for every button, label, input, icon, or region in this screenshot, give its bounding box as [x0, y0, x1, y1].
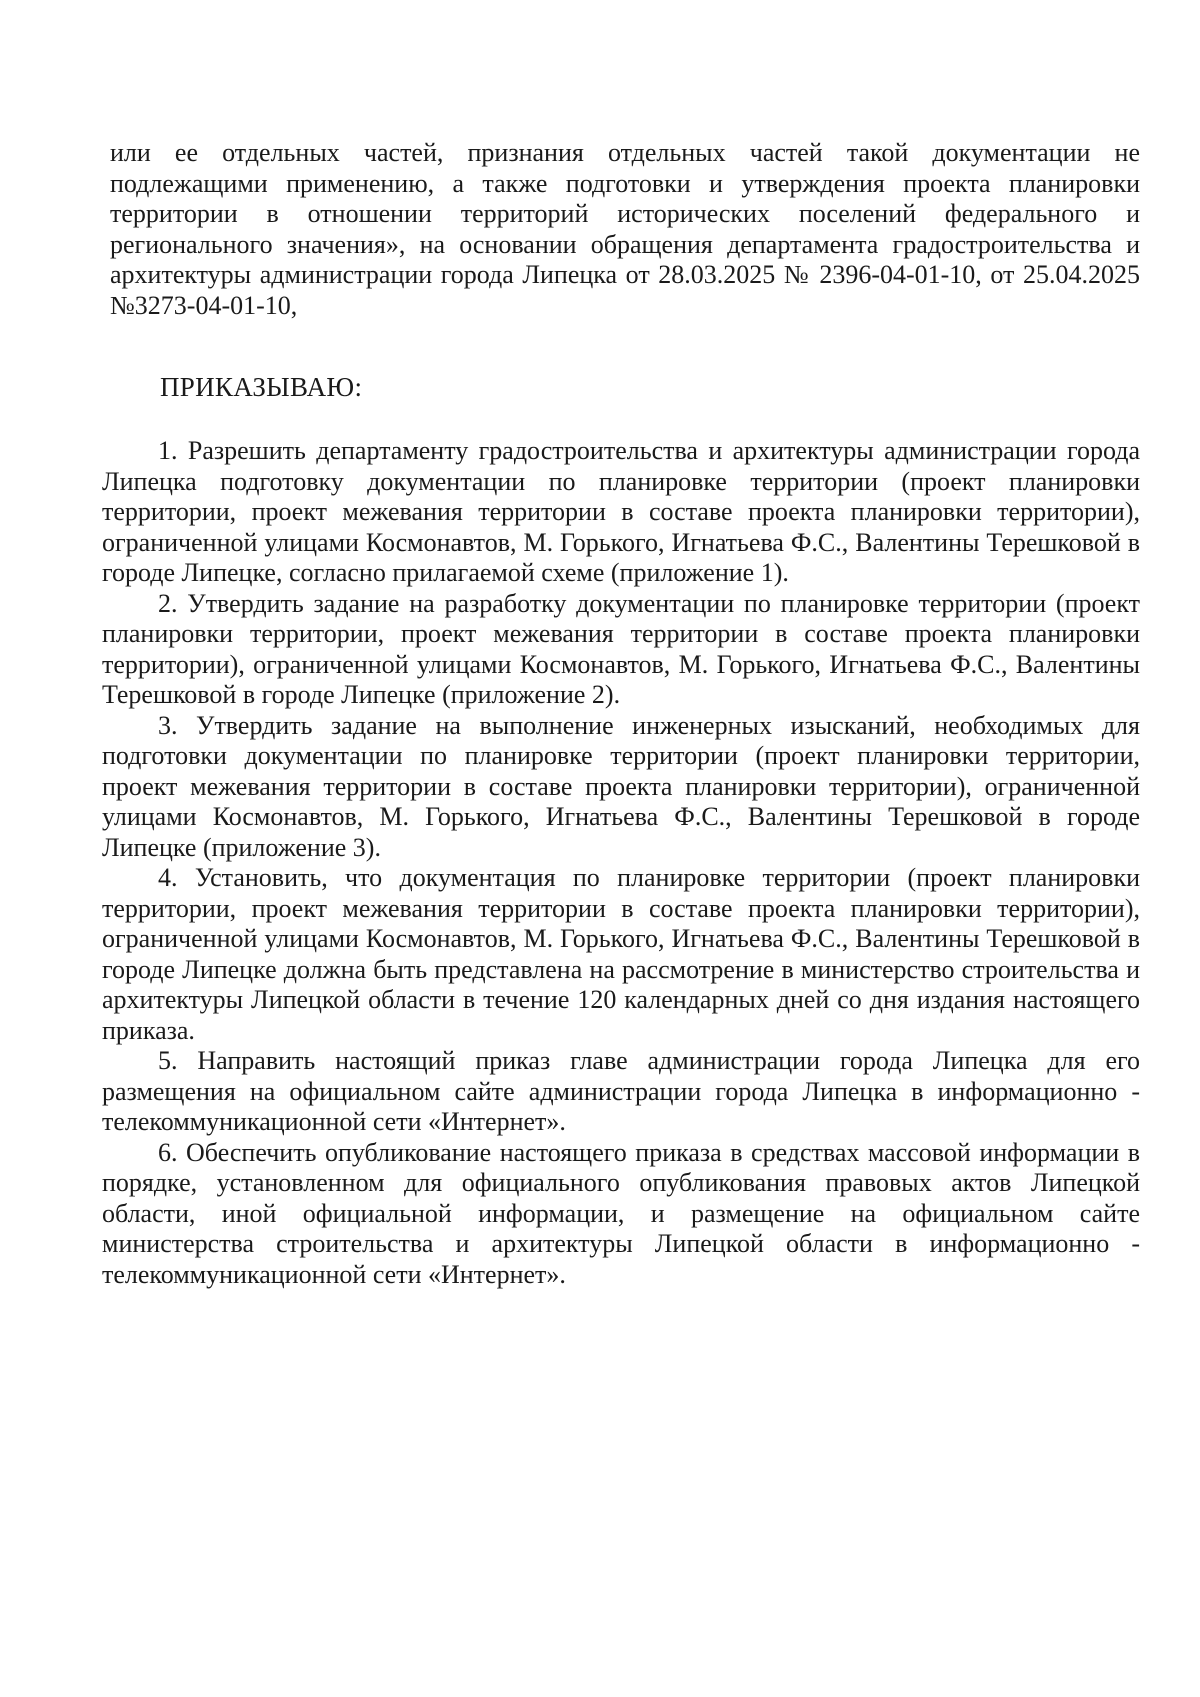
order-item-3: 3. Утвердить задание на выполнение инженерных изысканий, необходимых для подготовки документации по планировке территории (проект планировки территории, проект межевания территории в составе проекта планировки территории), ограниченной улицами Космонавтов, М. Горького, Игнатьева Ф.С., Валентины Терешковой в городе Липецке (приложение 3).: [102, 710, 1140, 862]
order-items: [102, 436, 1140, 1290]
order-item-2: 2. Утвердить задание на разработку документации по планировке территории (проект планировки территории, проект межевания территории в составе проекта планировки территории), ограниченной улицами Космонавтов, М. Горького, Игнатьева Ф.С., Валентины Терешковой в городе Липецке (приложение 2).: [102, 588, 1140, 709]
order-item-4: 4. Установить, что документация по планировке территории (проект планировки территории, проект межевания территории в составе проекта планировки территории), ограниченной улицами Космонавтов, М. Горького, Игнатьева Ф.С., Валентины Терешковой в городе Липецке должна быть представлена на рассмотрение в министерство строительства и архитектуры Липецкой области в течение 120 календарных дней со дня издания настоящего приказа.: [102, 863, 1140, 1045]
intro-paragraph: или ее отдельных частей, признания отдельных частей такой документации не подлежащими применению, а также подготовки и утверждения проекта планировки территории в отношении территорий исторических поселений федерального и регионального значения», на основании обращения департамента градостроительства и архитектуры администрации города Липецка от 28.03.2025 № 2396-04-01-10, от 25.04.2025 №3273-04-01-10,: [110, 138, 1140, 320]
order-item-5: 5. Направить настоящий приказ главе администрации города Липецка для его размещения на официальном сайте администрации города Липецка в информационно - телекоммуникационной сети «Интернет».: [102, 1046, 1140, 1136]
order-heading: ПРИКАЗЫВАЮ:: [160, 372, 363, 402]
order-item-6: 6. Обеспечить опубликование настоящего приказа в средствах массовой информации в порядке, установленном для официального опубликования правовых актов Липецкой области, иной официальной информации, и размещение на официальном сайте министерства строительства и архитектуры Липецкой области в информационно - телекоммуникационной сети «Интернет».: [102, 1137, 1140, 1289]
order-item-1: 1. Разрешить департаменту градостроительства и архитектуры администрации города Липецка подготовку документации по планировке территории (проект планировки территории, проект межевания территории в составе проекта планировки территории), ограниченной улицами Космонавтов, М. Горького, Игнатьева Ф.С., Валентины Терешковой в городе Липецке, согласно прилагаемой схеме (приложение 1).: [102, 436, 1140, 587]
